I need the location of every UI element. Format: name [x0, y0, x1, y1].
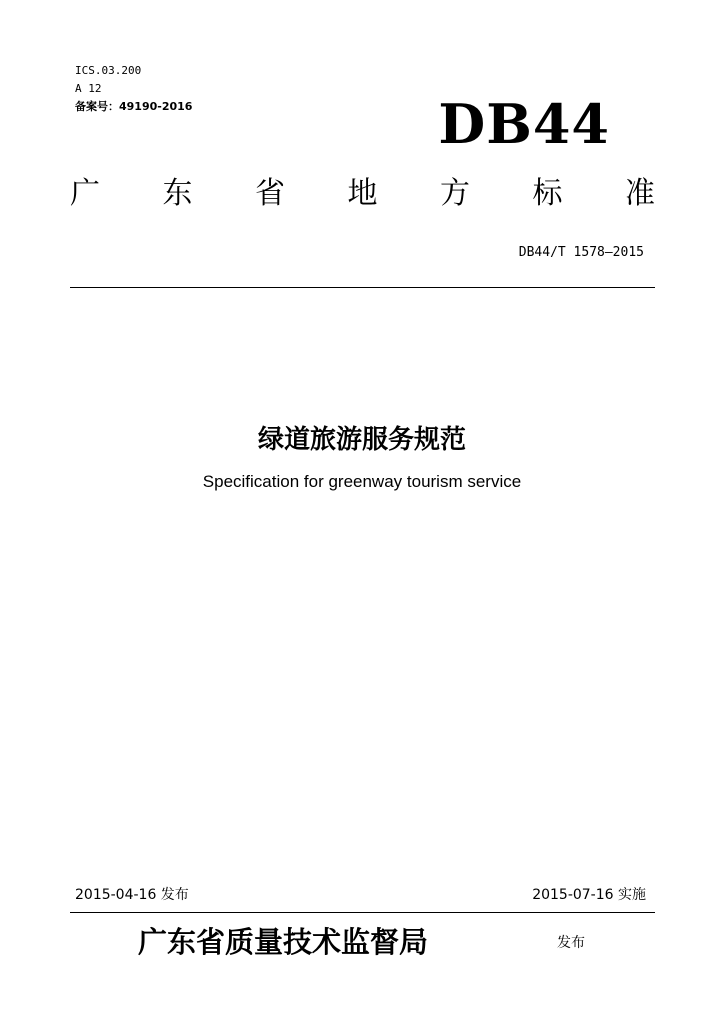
standard-type-char: 地 — [347, 176, 378, 211]
issue-date: 2015-04-16 发布 — [75, 887, 189, 903]
standard-type-char: 广 — [70, 176, 100, 211]
standard-mark: DB44 — [438, 92, 610, 156]
footer-divider — [70, 912, 655, 913]
standard-number: DB44/T 1578—2015 — [518, 245, 644, 260]
standard-type-char: 方 — [440, 176, 470, 211]
standard-type-heading — [70, 170, 655, 218]
issuing-authority: 广东省质量技术监督局 — [138, 925, 429, 959]
filing-number: 备案号：49190-2016 — [75, 100, 193, 113]
standard-type-char: 准 — [625, 176, 655, 211]
issuing-label: 发布 — [557, 935, 585, 951]
ics-code: ICS.03.200 — [75, 64, 142, 77]
header-divider — [70, 287, 655, 288]
ccs-code: A 12 — [75, 82, 102, 95]
title-english: Specification for greenway tourism service — [202, 472, 522, 491]
effective-date: 2015-07-16 实施 — [532, 887, 646, 903]
standard-type-char: 东 — [162, 176, 193, 211]
standard-type-char: 省 — [255, 176, 285, 211]
standard-type-char: 标 — [532, 176, 563, 211]
title-chinese: 绿道旅游服务规范 — [257, 425, 466, 455]
